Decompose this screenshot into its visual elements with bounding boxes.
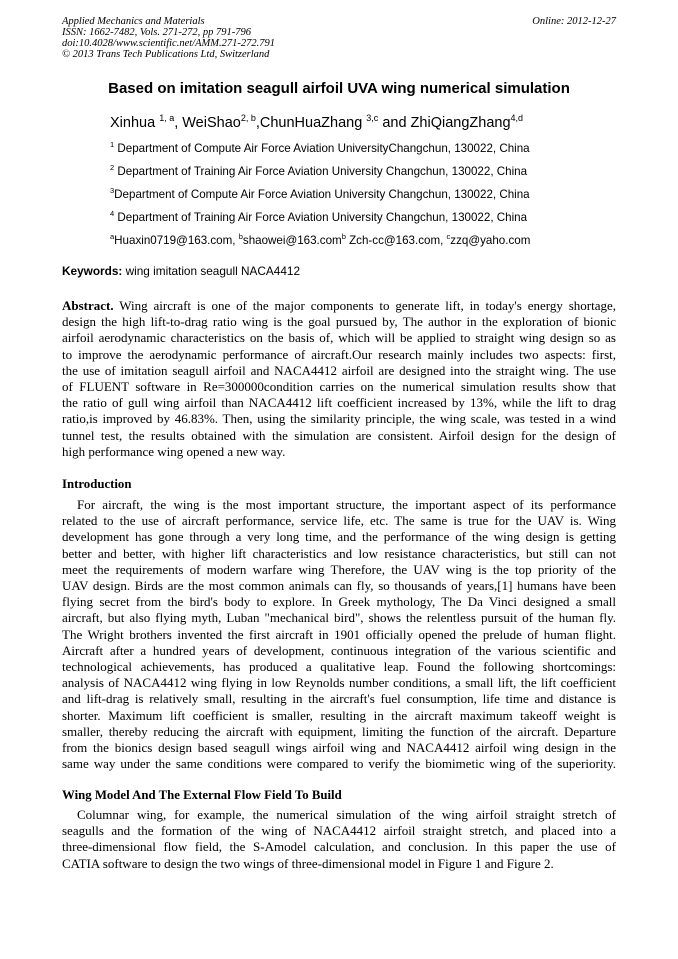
abstract-line: ratio,is improved by 46.83%. Then, using the similarity principle, the wing scale, was tested in a wind bbox=[62, 411, 616, 427]
email-address[interactable]: Zch-cc@163.com, bbox=[345, 234, 447, 247]
author-list bbox=[110, 113, 523, 131]
journal-header bbox=[62, 16, 275, 60]
keywords-label: Keywords: bbox=[62, 264, 123, 278]
abstract-line: airfoil aerodynamic characteristics on the basis of, which will be applied to straight wing design so as bbox=[62, 330, 616, 346]
affiliation-text: Department of Training Air Force Aviation University Changchun, 130022, China bbox=[114, 211, 528, 224]
intro-line: aircraft, but also flying myth, Luban "mechanical bird", shows the relentless pursuit of the human fly. bbox=[62, 610, 616, 626]
introduction-body bbox=[62, 497, 616, 772]
abstract-line-text: Wing aircraft is one of the major components to generate lift, in today's energy shortage, bbox=[113, 298, 616, 313]
intro-line: development has gone through a very long time, and the performance of the wing design is getting bbox=[62, 529, 616, 545]
intro-line: For aircraft, the wing is the most important structure, the important aspect of its performance bbox=[77, 497, 616, 512]
affiliation-mark: 4 bbox=[110, 209, 115, 218]
affiliation-text: Department of Compute Air Force Aviation University Changchun, 130022, China bbox=[114, 188, 530, 201]
intro-line: flying secret from the bird's body to explore. In Greek mythology, The Da Vinci designed a small bbox=[62, 594, 616, 610]
intro-line: and lift-drag is relatively small, resulting in the aircraft's fuel consumption, life time and distance is bbox=[62, 691, 616, 707]
email-address[interactable]: Huaxin0719@163.com, bbox=[114, 234, 239, 247]
affiliation-1 bbox=[110, 140, 530, 155]
abstract-line: design the high lift-to-drag ratio wing is the goal pursued by, The author in the exploration of bionic bbox=[62, 314, 616, 330]
doi-line[interactable]: doi:10.4028/www.scientific.net/AMM.271-272.791 bbox=[62, 38, 275, 49]
email-address[interactable]: zzq@yaho.com bbox=[450, 234, 531, 247]
wing-model-heading: Wing Model And The External Flow Field To Build bbox=[62, 788, 342, 802]
introduction-heading: Introduction bbox=[62, 477, 132, 491]
affiliation-text: Department of Compute Air Force Aviation UniversityChangchun, 130022, China bbox=[114, 142, 530, 155]
issn-line: ISSN: 1662-7482, Vols. 271-272, pp 791-796 bbox=[62, 27, 251, 38]
affiliation-mark: 1 bbox=[110, 140, 115, 149]
intro-line: The Wright brothers invented the first aircraft in 1901 officially opened the prelude of human flight. bbox=[62, 626, 616, 642]
intro-line: UAV design. Birds are the most common animals can fly, so thousands of years,[1] humans have been bbox=[62, 578, 616, 594]
author-name: Xinhua bbox=[110, 115, 160, 131]
intro-line: related to the use of aircraft performance, service life, etc. The same is true for the UAV is. Wing bbox=[62, 513, 616, 529]
copyright-line: © 2013 Trans Tech Publications Ltd, Switzerland bbox=[62, 49, 270, 60]
affiliation-mark: 3 bbox=[110, 186, 115, 195]
wing-model-body bbox=[62, 807, 616, 872]
intro-line: better and better, with higher lift characteristics and low resistance characteristics, but still can not bbox=[62, 545, 616, 561]
intro-line: shorter. Maximum lift coefficient is smaller, resulting in the aircraft maximum takeoff weight is bbox=[62, 707, 616, 723]
keywords-text: wing imitation seagull NACA4412 bbox=[122, 264, 301, 278]
intro-line: smaller, thereby reducing the aircraft with equipment, limiting the function of the aircraft. Departure bbox=[62, 723, 616, 739]
author-name: ,ChunHuaZhang bbox=[255, 115, 367, 131]
intro-line: analysis of NACA4412 wing flying in low Reynolds number conditions, a small lift, the lift coefficient bbox=[62, 675, 616, 691]
author-name: , WeiShao bbox=[174, 115, 241, 131]
abstract-line: tunnel test, the results obtained with the simulation are consistent. Airfoil design for the design of bbox=[62, 427, 616, 443]
wing-line: Columnar wing, for example, the numerical simulation of the wing airfoil straight stretch of bbox=[77, 807, 616, 822]
abstract-line: to improve the aerodynamic performance of aircraft.Our research mainly includes two aspects: first, bbox=[62, 346, 616, 362]
abstract bbox=[62, 298, 616, 460]
abstract-line: the ratio of gull wing airfoil than NACA4412 lift coefficient increased by 13%, while the lift to drag bbox=[62, 395, 616, 411]
wing-line: CATIA software to design the two wings of three-dimensional model in Figure 1 and Figure 2. bbox=[62, 855, 554, 871]
abstract-line bbox=[62, 298, 616, 314]
abstract-label: Abstract. bbox=[62, 298, 114, 313]
affiliation-text: Department of Training Air Force Aviation University Changchun, 130022, China bbox=[114, 165, 528, 178]
affiliation-mark: 2 bbox=[110, 163, 115, 172]
intro-line: same way under the same conditions were compared to verify the biomimetic wing of the superiority. bbox=[62, 756, 616, 772]
abstract-line: high performance wing opened a new way. bbox=[62, 443, 286, 459]
keywords bbox=[62, 264, 300, 278]
email-line bbox=[110, 232, 530, 247]
email-mark: c bbox=[446, 232, 451, 241]
author-affiliation-mark: 1, a bbox=[159, 113, 175, 123]
intro-line: technological achievements, has produced a qualitative leap. Found the following shortcomings: bbox=[62, 659, 616, 675]
online-date: Online: 2012-12-27 bbox=[532, 16, 616, 27]
wing-line: seagulls and the formation of the wing of NACA4412 airfoil straight stretch, and placed into a bbox=[62, 823, 616, 839]
email-address[interactable]: shaowei@163.com bbox=[242, 234, 342, 247]
author-name: and ZhiQiangZhang bbox=[378, 115, 511, 131]
abstract-line: the use of imitation seagull airfoil and NACA4412 airfoil are designed into the straight wing. The use bbox=[62, 362, 616, 378]
journal-name: Applied Mechanics and Materials bbox=[62, 16, 205, 27]
affiliation-3 bbox=[110, 186, 530, 201]
email-mark: b bbox=[341, 232, 346, 241]
abstract-line: of FLUENT software in Re=300000condition carries on the numerical simulation results show that bbox=[62, 379, 616, 395]
intro-line: Aircraft after a hundred years of development, continuous integration of the various scientific and bbox=[62, 642, 616, 658]
author-affiliation-mark: 3,c bbox=[366, 113, 379, 123]
author-affiliation-mark: 2, b bbox=[240, 113, 256, 123]
paper-title: Based on imitation seagull airfoil UVA wing numerical simulation bbox=[108, 80, 570, 97]
intro-line: meet the requirements of modern warfare wing Therefore, the UAV wing is the top priority of the bbox=[62, 561, 616, 577]
affiliation-2 bbox=[110, 163, 527, 178]
email-mark: b bbox=[238, 232, 243, 241]
email-mark: a bbox=[110, 232, 115, 241]
wing-line: three-dimensional flow field, the S-Amodel calculation, and conclusion. In this paper the use of bbox=[62, 839, 616, 855]
affiliation-4 bbox=[110, 209, 527, 224]
author-affiliation-mark: 4,d bbox=[510, 113, 524, 123]
intro-line: from the bionics design based seagull wings airfoil wing and NACA4412 airfoil wing design in the bbox=[62, 740, 616, 756]
